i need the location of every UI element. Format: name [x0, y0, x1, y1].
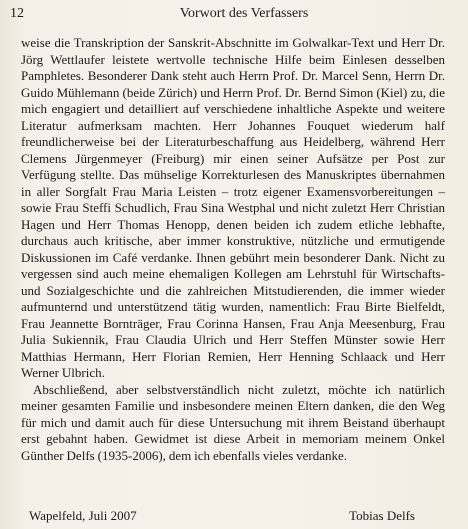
page-header — [10, 6, 458, 24]
signature-line — [21, 508, 445, 526]
page-number: 12 — [10, 6, 24, 21]
paragraph-acknowledgements: weise die Transkription der Sanskrit-Abschnitte im Golwalkar-Text und Herr Dr. Jörg Wettlaufer leistete wertvolle technische Hilfe beim Einlesen desselben Pamphletes. Besonderer Dank steht auch Herrn Prof. Dr. Marcel Senn, Herrn Dr. Guido Mühlemann (beide Zürich) und Herrn Prof. Dr. Bernd Simon (Kiel) zu, die mich engagiert und detailliert auf verschiedene inhaltliche Aspekte und weitere Literatur aufmerksam machten. Herr Johannes Fouquet wiederum half freundlicherweise bei der Literaturbeschaffung aus Heidelberg, während Herr Clemens Jürgenmeyer (Freiburg) mir einen seiner Aufsätze per Post zur Verfügung stellte. Das mühselige Korrekturlesen des Manuskriptes übernahmen in aller Sorgfalt Frau Maria Leisten – trotz eigener Examensvorbereitungen – sowie Frau Steffi Schudlich, Frau Sina Westphal und nicht zuletzt Herr Christian Hagen und Herr Thomas Henopp, denen beiden ich zudem etliche lebhafte, durchaus auch kritische, aber immer konstruktive, nützliche und ermutigende Diskussionen im Café verdanke. Ihnen gebührt mein besonderer Dank. Nicht zu vergessen sind auch meine ehemaligen Kollegen am Lehrstuhl für Wirtschafts- und Sozialgeschichte und die zahlreichen Mitstudierenden, die immer wieder aufmunternd und unterstützend tätig wurden, namentlich: Frau Birte Bielfeldt, Frau Jeannette Bornträger, Frau Corinna Hansen, Frau Anja Meesenburg, Frau Julia Sukiennik, Frau Claudia Ulrich und Herr Steffen Münster sowie Herr Matthias Hermann, Herr Florian Remien, Herr Henning Schlaack und Herr Werner Ulbrich. — [21, 35, 445, 380]
paragraph-closing: Abschließend, aber selbstverständlich nicht zuletzt, möchte ich natürlich meiner gesamten Familie und insbesondere meinen Eltern danken, die den Weg für mich und damit auch für diese Untersuchung mit ihrem Beistand überhaupt erst gebahnt haben. Gewidmet ist diese Arbeit in memoriam meinem Onkel Günther Delfs (1935-2006), dem ich ebenfalls vieles verdanke. — [21, 381, 445, 463]
author-name: Tobias Delfs — [349, 508, 415, 523]
place-and-date: Wapelfeld, Juli 2007 — [29, 508, 137, 523]
running-title: Vorwort des Verfassers — [179, 6, 309, 21]
page-body — [21, 35, 445, 464]
